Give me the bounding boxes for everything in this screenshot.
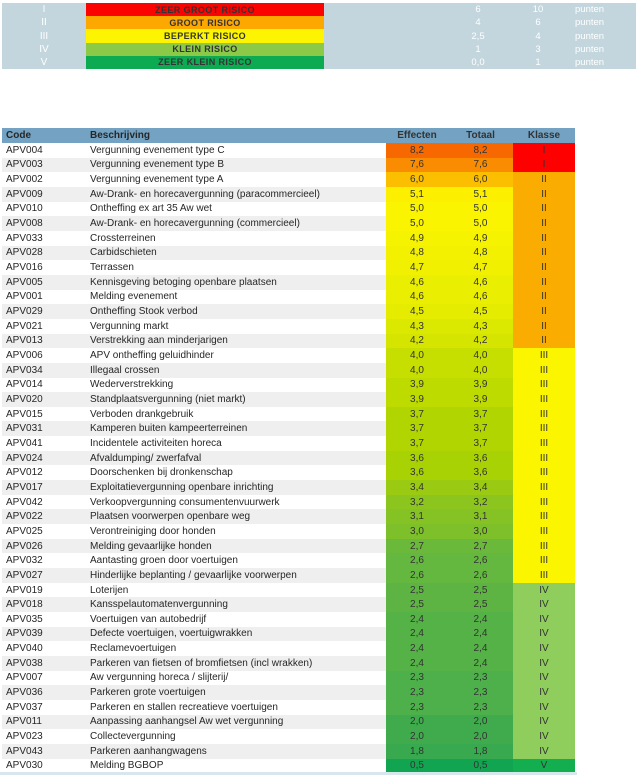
description-cell[interactable]: APV ontheffing geluidhinder bbox=[88, 348, 386, 363]
effecten-cell[interactable]: 3,6 bbox=[386, 465, 448, 480]
legend-min-value[interactable]: 2,5 bbox=[471, 30, 485, 42]
description-cell[interactable]: Vergunning evenement type B bbox=[88, 158, 386, 173]
effecten-cell[interactable]: 3,2 bbox=[386, 495, 448, 510]
klasse-cell[interactable]: V bbox=[513, 759, 575, 774]
klasse-cell[interactable]: II bbox=[513, 304, 575, 319]
klasse-cell[interactable]: III bbox=[513, 553, 575, 568]
description-cell[interactable]: Doorschenken bij dronkenschap bbox=[88, 465, 386, 480]
description-cell[interactable]: Wederverstrekking bbox=[88, 378, 386, 393]
klasse-cell[interactable]: IV bbox=[513, 612, 575, 627]
effecten-cell[interactable]: 4,0 bbox=[386, 348, 448, 363]
klasse-cell[interactable]: I bbox=[513, 143, 575, 158]
description-cell[interactable]: Aw-Drank- en horecavergunning (paracommercieel) bbox=[88, 187, 386, 202]
code-cell[interactable]: APV009 bbox=[2, 187, 88, 202]
totaal-cell[interactable]: 3,6 bbox=[448, 451, 513, 466]
table-row bbox=[2, 231, 575, 246]
effecten-cell[interactable]: 2,5 bbox=[386, 597, 448, 612]
table-row bbox=[2, 407, 575, 422]
klasse-cell[interactable]: III bbox=[513, 451, 575, 466]
legend-max-value[interactable]: 10 bbox=[532, 4, 544, 16]
code-cell[interactable]: APV013 bbox=[2, 334, 88, 349]
effecten-cell[interactable]: 8,2 bbox=[386, 143, 448, 158]
totaal-cell[interactable]: 3,1 bbox=[448, 509, 513, 524]
legend-label-cell[interactable]: ZEER GROOT RISICO bbox=[86, 3, 324, 16]
effecten-cell[interactable]: 3,7 bbox=[386, 407, 448, 422]
totaal-cell[interactable]: 5,0 bbox=[448, 216, 513, 231]
klasse-cell[interactable]: I bbox=[513, 158, 575, 173]
header-effecten[interactable]: Effecten bbox=[397, 130, 437, 141]
table-row bbox=[2, 656, 575, 671]
effecten-cell[interactable]: 4,9 bbox=[386, 231, 448, 246]
totaal-cell[interactable]: 2,7 bbox=[448, 539, 513, 554]
klasse-cell[interactable]: III bbox=[513, 407, 575, 422]
effecten-cell[interactable]: 2,3 bbox=[386, 671, 448, 686]
legend-unit-label[interactable]: punten bbox=[575, 56, 605, 68]
description-cell[interactable]: Aantasting groen door voertuigen bbox=[88, 553, 386, 568]
legend-row bbox=[2, 16, 636, 29]
table-header-row bbox=[2, 128, 575, 143]
klasse-cell[interactable]: III bbox=[513, 465, 575, 480]
table-row bbox=[2, 729, 575, 744]
effecten-cell[interactable]: 3,9 bbox=[386, 392, 448, 407]
description-cell[interactable]: Kennisgeving betoging openbare plaatsen bbox=[88, 275, 386, 290]
klasse-cell[interactable]: II bbox=[513, 202, 575, 217]
description-cell[interactable]: Parkeren aanhangwagens bbox=[88, 744, 386, 759]
description-cell[interactable]: Vergunning evenement type C bbox=[88, 143, 386, 158]
effecten-cell[interactable]: 2,6 bbox=[386, 553, 448, 568]
klasse-cell[interactable]: IV bbox=[513, 583, 575, 598]
bottom-border bbox=[0, 772, 577, 775]
description-cell[interactable]: Terrassen bbox=[88, 260, 386, 275]
code-cell[interactable]: APV023 bbox=[2, 729, 88, 744]
legend-min-value[interactable]: 0,0 bbox=[471, 56, 485, 68]
legend-class-cell[interactable]: II bbox=[41, 17, 47, 29]
totaal-cell[interactable]: 2,3 bbox=[448, 700, 513, 715]
totaal-cell[interactable]: 3,7 bbox=[448, 436, 513, 451]
totaal-cell[interactable]: 3,4 bbox=[448, 480, 513, 495]
legend-class-cell[interactable]: IV bbox=[39, 43, 49, 55]
effecten-cell[interactable]: 1,8 bbox=[386, 744, 448, 759]
klasse-cell[interactable]: II bbox=[513, 275, 575, 290]
effecten-cell[interactable]: 3,1 bbox=[386, 509, 448, 524]
table-row bbox=[2, 304, 575, 319]
legend-label-cell[interactable]: KLEIN RISICO bbox=[86, 43, 324, 56]
klasse-cell[interactable]: III bbox=[513, 480, 575, 495]
klasse-cell[interactable]: IV bbox=[513, 729, 575, 744]
code-cell[interactable]: APV012 bbox=[2, 465, 88, 480]
totaal-cell[interactable]: 4,9 bbox=[448, 231, 513, 246]
table-row bbox=[2, 436, 575, 451]
code-cell[interactable]: APV038 bbox=[2, 656, 88, 671]
klasse-cell[interactable]: II bbox=[513, 187, 575, 202]
legend-row bbox=[2, 56, 636, 69]
code-cell[interactable]: APV031 bbox=[2, 421, 88, 436]
klasse-cell[interactable]: IV bbox=[513, 685, 575, 700]
code-cell[interactable]: APV014 bbox=[2, 378, 88, 393]
totaal-cell[interactable]: 4,8 bbox=[448, 246, 513, 261]
effecten-cell[interactable]: 4,5 bbox=[386, 304, 448, 319]
totaal-cell[interactable]: 3,9 bbox=[448, 392, 513, 407]
klasse-cell[interactable]: III bbox=[513, 363, 575, 378]
header-totaal[interactable]: Totaal bbox=[466, 130, 495, 141]
table-row bbox=[2, 348, 575, 363]
klasse-cell[interactable]: IV bbox=[513, 656, 575, 671]
table-row bbox=[2, 421, 575, 436]
table-row bbox=[2, 246, 575, 261]
totaal-cell[interactable]: 2,3 bbox=[448, 671, 513, 686]
totaal-cell[interactable]: 3,7 bbox=[448, 407, 513, 422]
totaal-cell[interactable]: 4,6 bbox=[448, 275, 513, 290]
totaal-cell[interactable]: 5,1 bbox=[448, 187, 513, 202]
table-row bbox=[2, 363, 575, 378]
legend-label-cell[interactable]: BEPERKT RISICO bbox=[86, 29, 324, 42]
description-cell[interactable]: Incidentele activiteiten horeca bbox=[88, 436, 386, 451]
code-cell[interactable]: APV035 bbox=[2, 612, 88, 627]
code-cell[interactable]: APV008 bbox=[2, 216, 88, 231]
legend-min-value[interactable]: 4 bbox=[475, 17, 481, 29]
legend-class-cell[interactable]: III bbox=[39, 30, 49, 42]
description-cell[interactable]: Verontreiniging door honden bbox=[88, 524, 386, 539]
description-cell[interactable]: Vergunning markt bbox=[88, 319, 386, 334]
code-cell[interactable]: APV043 bbox=[2, 744, 88, 759]
description-cell[interactable]: Parkeren van fietsen of bromfietsen (incl wrakken) bbox=[88, 656, 386, 671]
table-row bbox=[2, 612, 575, 627]
table-row bbox=[2, 553, 575, 568]
legend-row bbox=[2, 29, 636, 42]
legend-row bbox=[2, 43, 636, 56]
klasse-cell[interactable]: III bbox=[513, 524, 575, 539]
effecten-cell[interactable]: 5,0 bbox=[386, 202, 448, 217]
description-cell[interactable]: Parkeren en stallen recreatieve voertuigen bbox=[88, 700, 386, 715]
effecten-cell[interactable]: 3,7 bbox=[386, 436, 448, 451]
totaal-cell[interactable]: 3,9 bbox=[448, 378, 513, 393]
code-cell[interactable]: APV036 bbox=[2, 685, 88, 700]
totaal-cell[interactable]: 0,5 bbox=[448, 759, 513, 774]
legend-max-value[interactable]: 6 bbox=[535, 17, 541, 29]
klasse-cell[interactable]: III bbox=[513, 509, 575, 524]
klasse-cell[interactable]: II bbox=[513, 319, 575, 334]
totaal-cell[interactable]: 7,6 bbox=[448, 158, 513, 173]
legend-unit-label[interactable]: punten bbox=[575, 4, 605, 16]
code-cell[interactable]: APV041 bbox=[2, 436, 88, 451]
description-cell[interactable]: Melding BGBOP bbox=[88, 759, 386, 774]
klasse-cell[interactable]: IV bbox=[513, 671, 575, 686]
table-row bbox=[2, 260, 575, 275]
legend-class-cell[interactable]: I bbox=[42, 4, 46, 16]
totaal-cell[interactable]: 4,7 bbox=[448, 260, 513, 275]
table-row bbox=[2, 583, 575, 598]
description-cell[interactable]: Ontheffing ex art 35 Aw wet bbox=[88, 202, 386, 217]
code-cell[interactable]: APV025 bbox=[2, 524, 88, 539]
code-cell[interactable]: APV034 bbox=[2, 363, 88, 378]
code-cell[interactable]: APV011 bbox=[2, 715, 88, 730]
totaal-cell[interactable]: 3,6 bbox=[448, 465, 513, 480]
table-row bbox=[2, 700, 575, 715]
totaal-cell[interactable]: 3,0 bbox=[448, 524, 513, 539]
totaal-cell[interactable]: 4,5 bbox=[448, 304, 513, 319]
table-row bbox=[2, 685, 575, 700]
klasse-cell[interactable]: III bbox=[513, 392, 575, 407]
totaal-cell[interactable]: 6,0 bbox=[448, 172, 513, 187]
code-cell[interactable]: APV010 bbox=[2, 202, 88, 217]
legend-unit-label[interactable]: punten bbox=[575, 30, 605, 42]
legend-row bbox=[2, 3, 636, 16]
table-row bbox=[2, 187, 575, 202]
klasse-cell[interactable]: IV bbox=[513, 597, 575, 612]
description-cell[interactable]: Defecte voertuigen, voertuigwrakken bbox=[88, 627, 386, 642]
table-row bbox=[2, 480, 575, 495]
klasse-cell[interactable]: III bbox=[513, 378, 575, 393]
description-cell[interactable]: Verstrekking aan minderjarigen bbox=[88, 334, 386, 349]
description-cell[interactable]: Melding evenement bbox=[88, 290, 386, 305]
effecten-cell[interactable]: 4,7 bbox=[386, 260, 448, 275]
effecten-cell[interactable]: 2,6 bbox=[386, 568, 448, 583]
description-cell[interactable]: Standplaatsvergunning (niet markt) bbox=[88, 392, 386, 407]
table-row bbox=[2, 509, 575, 524]
totaal-cell[interactable]: 8,2 bbox=[448, 143, 513, 158]
effecten-cell[interactable]: 6,0 bbox=[386, 172, 448, 187]
description-cell[interactable]: Parkeren grote voertuigen bbox=[88, 685, 386, 700]
table-row bbox=[2, 172, 575, 187]
risk-legend bbox=[2, 3, 636, 69]
code-cell[interactable]: APV030 bbox=[2, 759, 88, 774]
header-klasse[interactable]: Klasse bbox=[527, 130, 561, 141]
code-cell[interactable]: APV015 bbox=[2, 407, 88, 422]
effecten-cell[interactable]: 3,7 bbox=[386, 421, 448, 436]
klasse-cell[interactable]: II bbox=[513, 246, 575, 261]
legend-max-value[interactable]: 3 bbox=[535, 43, 541, 55]
totaal-cell[interactable]: 2,4 bbox=[448, 612, 513, 627]
table-row bbox=[2, 319, 575, 334]
effecten-cell[interactable]: 2,4 bbox=[386, 612, 448, 627]
klasse-cell[interactable]: III bbox=[513, 436, 575, 451]
klasse-cell[interactable]: IV bbox=[513, 700, 575, 715]
code-cell[interactable]: APV016 bbox=[2, 260, 88, 275]
klasse-cell[interactable]: II bbox=[513, 216, 575, 231]
description-cell[interactable]: Aw-Drank- en horecavergunning (commercieel) bbox=[88, 216, 386, 231]
description-cell[interactable]: Verkoopvergunning consumentenvuurwerk bbox=[88, 495, 386, 510]
legend-min-value[interactable]: 6 bbox=[475, 4, 481, 16]
description-cell[interactable]: Kamperen buiten kampeerterreinen bbox=[88, 421, 386, 436]
klasse-cell[interactable]: III bbox=[513, 421, 575, 436]
effecten-cell[interactable]: 0,5 bbox=[386, 759, 448, 774]
table-row bbox=[2, 715, 575, 730]
totaal-cell[interactable]: 2,4 bbox=[448, 656, 513, 671]
code-cell[interactable]: APV028 bbox=[2, 246, 88, 261]
table-row bbox=[2, 495, 575, 510]
effecten-cell[interactable]: 3,0 bbox=[386, 524, 448, 539]
totaal-cell[interactable]: 5,0 bbox=[448, 202, 513, 217]
totaal-cell[interactable]: 2,3 bbox=[448, 685, 513, 700]
code-cell[interactable]: APV004 bbox=[2, 143, 88, 158]
table-row bbox=[2, 451, 575, 466]
table-row bbox=[2, 158, 575, 173]
description-cell[interactable]: Voertuigen van autobedrijf bbox=[88, 612, 386, 627]
description-cell[interactable]: Reclamevoertuigen bbox=[88, 641, 386, 656]
code-cell[interactable]: APV020 bbox=[2, 392, 88, 407]
description-cell[interactable]: Carbidschieten bbox=[88, 246, 386, 261]
klasse-cell[interactable]: II bbox=[513, 334, 575, 349]
klasse-cell[interactable]: II bbox=[513, 260, 575, 275]
effecten-cell[interactable]: 3,6 bbox=[386, 451, 448, 466]
legend-min-value[interactable]: 1 bbox=[475, 43, 481, 55]
table-row bbox=[2, 275, 575, 290]
table-row bbox=[2, 597, 575, 612]
totaal-cell[interactable]: 4,3 bbox=[448, 319, 513, 334]
totaal-cell[interactable]: 2,4 bbox=[448, 641, 513, 656]
description-cell[interactable]: Crossterreinen bbox=[88, 231, 386, 246]
code-cell[interactable]: APV032 bbox=[2, 553, 88, 568]
effecten-cell[interactable]: 7,6 bbox=[386, 158, 448, 173]
klasse-cell[interactable]: III bbox=[513, 539, 575, 554]
table-row bbox=[2, 671, 575, 686]
klasse-cell[interactable]: IV bbox=[513, 744, 575, 759]
klasse-cell[interactable]: IV bbox=[513, 641, 575, 656]
code-cell[interactable]: APV022 bbox=[2, 509, 88, 524]
klasse-cell[interactable]: II bbox=[513, 290, 575, 305]
table-row bbox=[2, 202, 575, 217]
legend-unit-label[interactable]: punten bbox=[575, 43, 605, 55]
legend-label-cell[interactable]: GROOT RISICO bbox=[86, 16, 324, 29]
description-cell[interactable]: Collectevergunning bbox=[88, 729, 386, 744]
code-cell[interactable]: APV002 bbox=[2, 172, 88, 187]
description-cell[interactable]: Verboden drankgebruik bbox=[88, 407, 386, 422]
totaal-cell[interactable]: 4,6 bbox=[448, 290, 513, 305]
effecten-cell[interactable]: 2,3 bbox=[386, 685, 448, 700]
totaal-cell[interactable]: 2,5 bbox=[448, 597, 513, 612]
klasse-cell[interactable]: II bbox=[513, 172, 575, 187]
totaal-cell[interactable]: 2,6 bbox=[448, 553, 513, 568]
table-row bbox=[2, 465, 575, 480]
effecten-cell[interactable]: 2,7 bbox=[386, 539, 448, 554]
effecten-cell[interactable]: 2,5 bbox=[386, 583, 448, 598]
code-cell[interactable]: APV005 bbox=[2, 275, 88, 290]
code-cell[interactable]: APV021 bbox=[2, 319, 88, 334]
code-cell[interactable]: APV026 bbox=[2, 539, 88, 554]
klasse-cell[interactable]: IV bbox=[513, 715, 575, 730]
code-cell[interactable]: APV024 bbox=[2, 451, 88, 466]
code-cell[interactable]: APV003 bbox=[2, 158, 88, 173]
effecten-cell[interactable]: 5,1 bbox=[386, 187, 448, 202]
code-cell[interactable]: APV027 bbox=[2, 568, 88, 583]
totaal-cell[interactable]: 2,0 bbox=[448, 729, 513, 744]
totaal-cell[interactable]: 4,0 bbox=[448, 363, 513, 378]
table-row bbox=[2, 143, 575, 158]
totaal-cell[interactable]: 2,6 bbox=[448, 568, 513, 583]
effecten-cell[interactable]: 5,0 bbox=[386, 216, 448, 231]
description-cell[interactable]: Exploitatievergunning openbare inrichting bbox=[88, 480, 386, 495]
klasse-cell[interactable]: II bbox=[513, 231, 575, 246]
table-body bbox=[2, 143, 575, 773]
effecten-cell[interactable]: 4,8 bbox=[386, 246, 448, 261]
description-cell[interactable]: Ontheffing Stook verbod bbox=[88, 304, 386, 319]
description-cell[interactable]: Aw vergunning horeca / slijterij/ bbox=[88, 671, 386, 686]
code-cell[interactable]: APV029 bbox=[2, 304, 88, 319]
table-row bbox=[2, 524, 575, 539]
table-row bbox=[2, 641, 575, 656]
code-cell[interactable]: APV017 bbox=[2, 480, 88, 495]
table-row bbox=[2, 744, 575, 759]
effecten-cell[interactable]: 2,4 bbox=[386, 627, 448, 642]
effecten-cell[interactable]: 4,6 bbox=[386, 290, 448, 305]
effecten-cell[interactable]: 4,2 bbox=[386, 334, 448, 349]
totaal-cell[interactable]: 2,5 bbox=[448, 583, 513, 598]
code-cell[interactable]: APV018 bbox=[2, 597, 88, 612]
effecten-cell[interactable]: 3,4 bbox=[386, 480, 448, 495]
effecten-cell[interactable]: 4,0 bbox=[386, 363, 448, 378]
totaal-cell[interactable]: 2,0 bbox=[448, 715, 513, 730]
effecten-cell[interactable]: 4,6 bbox=[386, 275, 448, 290]
table-row bbox=[2, 627, 575, 642]
description-cell[interactable]: Afvaldumping/ zwerfafval bbox=[88, 451, 386, 466]
description-cell[interactable]: Kansspelautomatenvergunning bbox=[88, 597, 386, 612]
code-cell[interactable]: APV033 bbox=[2, 231, 88, 246]
description-cell[interactable]: Hinderlijke beplanting / gevaarlijke voorwerpen bbox=[88, 568, 386, 583]
effecten-cell[interactable]: 2,4 bbox=[386, 656, 448, 671]
klasse-cell[interactable]: IV bbox=[513, 627, 575, 642]
code-cell[interactable]: APV006 bbox=[2, 348, 88, 363]
description-cell[interactable]: Melding gevaarlijke honden bbox=[88, 539, 386, 554]
code-cell[interactable]: APV040 bbox=[2, 641, 88, 656]
effecten-cell[interactable]: 2,0 bbox=[386, 729, 448, 744]
totaal-cell[interactable]: 2,4 bbox=[448, 627, 513, 642]
effecten-cell[interactable]: 3,9 bbox=[386, 378, 448, 393]
klasse-cell[interactable]: III bbox=[513, 348, 575, 363]
totaal-cell[interactable]: 3,2 bbox=[448, 495, 513, 510]
totaal-cell[interactable]: 4,0 bbox=[448, 348, 513, 363]
totaal-cell[interactable]: 3,7 bbox=[448, 421, 513, 436]
header-description[interactable]: Beschrijving bbox=[90, 130, 151, 141]
code-cell[interactable]: APV037 bbox=[2, 700, 88, 715]
table-row bbox=[2, 216, 575, 231]
table-row bbox=[2, 378, 575, 393]
table-row bbox=[2, 392, 575, 407]
table-row bbox=[2, 539, 575, 554]
effecten-cell[interactable]: 2,0 bbox=[386, 715, 448, 730]
code-cell[interactable]: APV001 bbox=[2, 290, 88, 305]
effecten-cell[interactable]: 2,4 bbox=[386, 641, 448, 656]
code-cell[interactable]: APV039 bbox=[2, 627, 88, 642]
description-cell[interactable]: Loterijen bbox=[88, 583, 386, 598]
description-cell[interactable]: Illegaal crossen bbox=[88, 363, 386, 378]
klasse-cell[interactable]: III bbox=[513, 495, 575, 510]
legend-class-cell[interactable]: V bbox=[40, 56, 48, 68]
klasse-cell[interactable]: III bbox=[513, 568, 575, 583]
totaal-cell[interactable]: 4,2 bbox=[448, 334, 513, 349]
header-code[interactable]: Code bbox=[6, 130, 31, 141]
legend-label-cell[interactable]: ZEER KLEIN RISICO bbox=[86, 56, 324, 69]
table-row bbox=[2, 334, 575, 349]
table-row bbox=[2, 290, 575, 305]
code-cell[interactable]: APV042 bbox=[2, 495, 88, 510]
description-cell[interactable]: Vergunning evenement type A bbox=[88, 172, 386, 187]
table-row bbox=[2, 568, 575, 583]
legend-max-value[interactable]: 1 bbox=[535, 56, 541, 68]
legend-unit-label[interactable]: punten bbox=[575, 17, 605, 29]
description-cell[interactable]: Plaatsen voorwerpen openbare weg bbox=[88, 509, 386, 524]
legend-max-value[interactable]: 4 bbox=[535, 30, 541, 42]
description-cell[interactable]: Aanpassing aanhangsel Aw wet vergunning bbox=[88, 715, 386, 730]
effecten-cell[interactable]: 4,3 bbox=[386, 319, 448, 334]
totaal-cell[interactable]: 1,8 bbox=[448, 744, 513, 759]
effecten-cell[interactable]: 2,3 bbox=[386, 700, 448, 715]
code-cell[interactable]: APV007 bbox=[2, 671, 88, 686]
code-cell[interactable]: APV019 bbox=[2, 583, 88, 598]
